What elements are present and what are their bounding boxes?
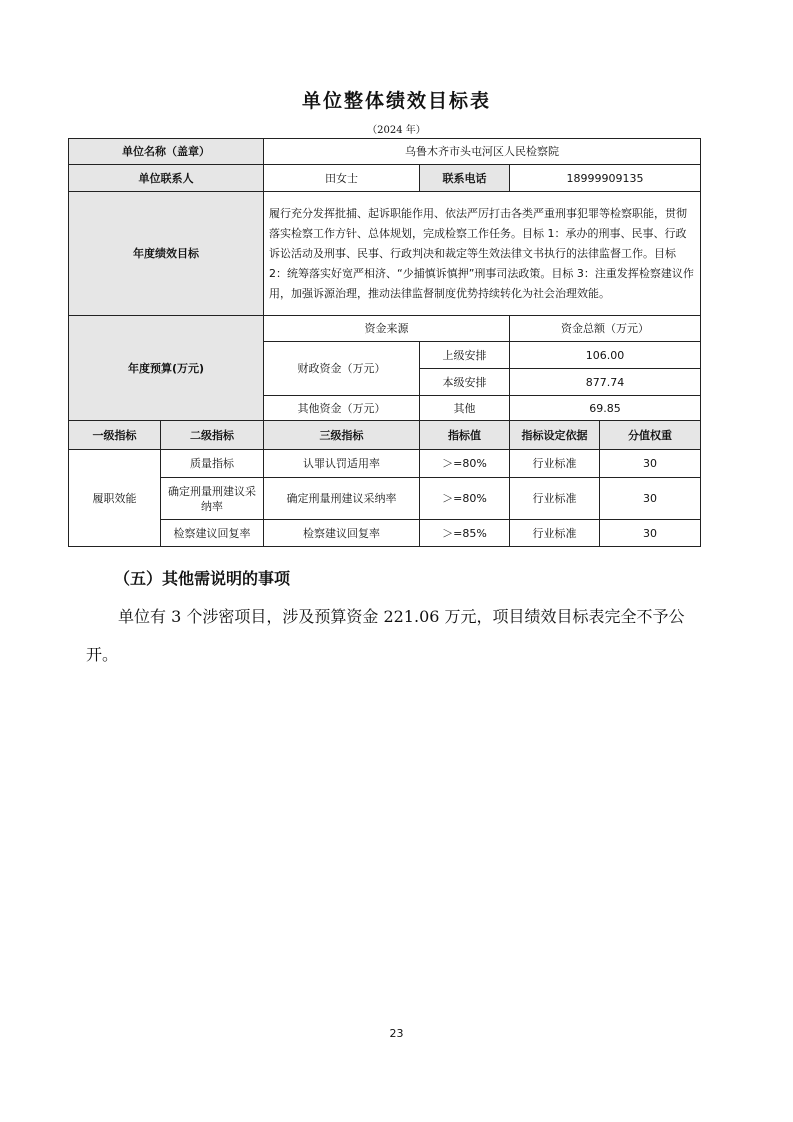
budget-label: 年度预算(万元) (69, 316, 264, 421)
table-year: （2024 年） (367, 125, 426, 136)
fund-source-header: 资金来源 (264, 316, 510, 342)
table-row (69, 450, 701, 478)
goal-text: 履行充分发挥批捕、起诉职能作用、依法严厉打击各类严重刑事犯罪等检察职能，贯彻落实检察工作方针、总体规划，完成检察工作任务。目标 1：承办的刑事、民事、行政诉讼活动及刑事、民事、行政判决和裁定等生效法律文书执行的法律监督工作。目标 2：统筹落实好宽严相济、“少捕慎诉慎押”刑事司法政策。目标 3：注重发挥检察建议作用，加强诉源治理，推动法律监督制度优势持续转化为社会治理效能。 (264, 192, 701, 316)
level2-indicator: 检察建议回复率 (161, 520, 264, 547)
level2-indicator: 质量指标 (161, 450, 264, 478)
local-value: 877.74 (510, 369, 701, 396)
phone-label: 联系电话 (420, 165, 510, 192)
unit-name-value: 乌鲁木齐市头屯河区人民检察院 (264, 139, 701, 165)
unit-name-label: 单位名称（盖章） (69, 139, 264, 165)
table-title: 单位整体绩效目标表 (301, 90, 491, 112)
indicator-basis: 行业标准 (510, 478, 600, 520)
upper-value: 106.00 (510, 342, 701, 369)
level1-indicator: 履职效能 (69, 450, 161, 547)
goal-label: 年度绩效目标 (69, 192, 264, 316)
level3-indicator: 认罪认罚适用率 (264, 450, 420, 478)
upper-label: 上级安排 (420, 342, 510, 369)
indicator-weight: 30 (600, 478, 701, 520)
indicator-value: ＞=80% (420, 450, 510, 478)
level3-indicator: 确定刑量刑建议采纳率 (264, 478, 420, 520)
performance-table (68, 138, 701, 547)
level3-indicator: 检察建议回复率 (264, 520, 420, 547)
contact-value: 田女士 (264, 165, 420, 192)
indicator-weight: 30 (600, 450, 701, 478)
indicator-header: 分值权重 (600, 421, 701, 450)
contact-label: 单位联系人 (69, 165, 264, 192)
indicator-header: 指标值 (420, 421, 510, 450)
indicator-weight: 30 (600, 520, 701, 547)
fund-total-header: 资金总额（万元） (510, 316, 701, 342)
contact-row (69, 165, 701, 192)
phone-value: 18999909135 (510, 165, 701, 192)
indicator-header-row (69, 421, 701, 450)
indicator-value: ＞=85% (420, 520, 510, 547)
indicator-value: ＞=80% (420, 478, 510, 520)
fiscal-funds-label: 财政资金（万元） (264, 342, 420, 396)
level2-indicator: 确定刑量刑建议采纳率 (161, 478, 264, 520)
other-funds-label: 其他资金（万元） (264, 396, 420, 421)
local-label: 本级安排 (420, 369, 510, 396)
other-label: 其他 (420, 396, 510, 421)
section-paragraph: 单位有 3 个涉密项目，涉及预算资金 221.06 万元，项目绩效目标表完全不予公开。 (86, 607, 685, 664)
budget-header-row (69, 316, 701, 342)
indicator-basis: 行业标准 (510, 520, 600, 547)
other-value: 69.85 (510, 396, 701, 421)
indicator-header: 一级指标 (69, 421, 161, 450)
goal-row (69, 192, 701, 316)
page-number: 23 (389, 1027, 404, 1040)
indicator-header: 二级指标 (161, 421, 264, 450)
indicator-basis: 行业标准 (510, 450, 600, 478)
unit-name-row (69, 139, 701, 165)
table-row (69, 520, 701, 547)
indicator-header: 三级指标 (264, 421, 420, 450)
indicator-header: 指标设定依据 (510, 421, 600, 450)
table-row (69, 478, 701, 520)
section-heading: （五）其他需说明的事项 (114, 569, 291, 588)
